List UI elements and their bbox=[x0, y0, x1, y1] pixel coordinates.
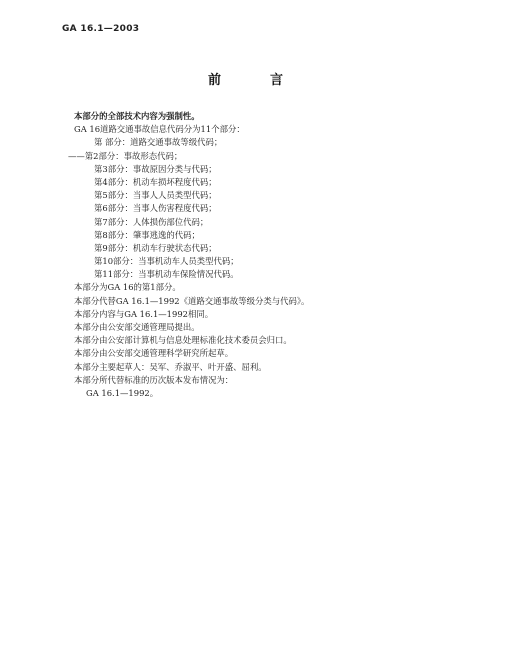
foreword-body bbox=[68, 110, 454, 400]
paragraph-line: 本部分主要起草人：吴军、乔淑平、叶开盛、屈利。 bbox=[74, 361, 267, 372]
list-item: GA 16.1—1992。 bbox=[86, 387, 159, 398]
list-item: 第9部分：机动车行驶状态代码； bbox=[94, 242, 217, 253]
list-item: 第6部分：当事人伤害程度代码； bbox=[94, 203, 217, 214]
paragraph-line: 本部分所代替标准的历次版本发布情况为： bbox=[74, 374, 234, 385]
standard-code: GA 16.1—2003 bbox=[62, 24, 140, 34]
paragraph-line: 本部分由公安部交通管理局提出。 bbox=[74, 322, 200, 332]
list-item: 第11部分：当事机动车保险情况代码。 bbox=[94, 269, 239, 280]
list-item: 第3部分：事故原因分类与代码； bbox=[94, 163, 217, 174]
list-item: 第7部分：人体损伤部位代码； bbox=[94, 216, 209, 227]
list-item: ——第2部分：事故形态代码； bbox=[68, 150, 183, 161]
paragraph-line: 本部分为GA 16的第1部分。 bbox=[74, 282, 181, 293]
page-title: 前 言 bbox=[207, 73, 301, 88]
paragraph-line: 本部分代替GA 16.1—1992《道路交通事故等级分类与代码》。 bbox=[74, 295, 310, 306]
paragraph-line: GA 16道路交通事故信息代码分为11个部分： bbox=[74, 124, 245, 135]
list-item: 第10部分：当事机动车人员类型代码； bbox=[94, 256, 239, 267]
list-item: 第4部分：机动车损坏程度代码； bbox=[94, 176, 217, 187]
list-item: 第 部分：道路交通事故等级代码； bbox=[94, 137, 223, 148]
list-item: 第8部分：肇事逃逸的代码； bbox=[94, 229, 200, 240]
paragraph-line: 本部分由公安部交通管理科学研究所起草。 bbox=[74, 348, 234, 359]
paragraph-line: 本部分由公安部计算机与信息处理标准化技术委员会归口。 bbox=[74, 335, 292, 346]
paragraph-line: 本部分的全部技术内容为强制性。 bbox=[74, 111, 200, 121]
paragraph-line: 本部分内容与GA 16.1—1992相同。 bbox=[74, 308, 214, 319]
list-item: 第5部分：当事人人员类型代码； bbox=[94, 190, 217, 201]
